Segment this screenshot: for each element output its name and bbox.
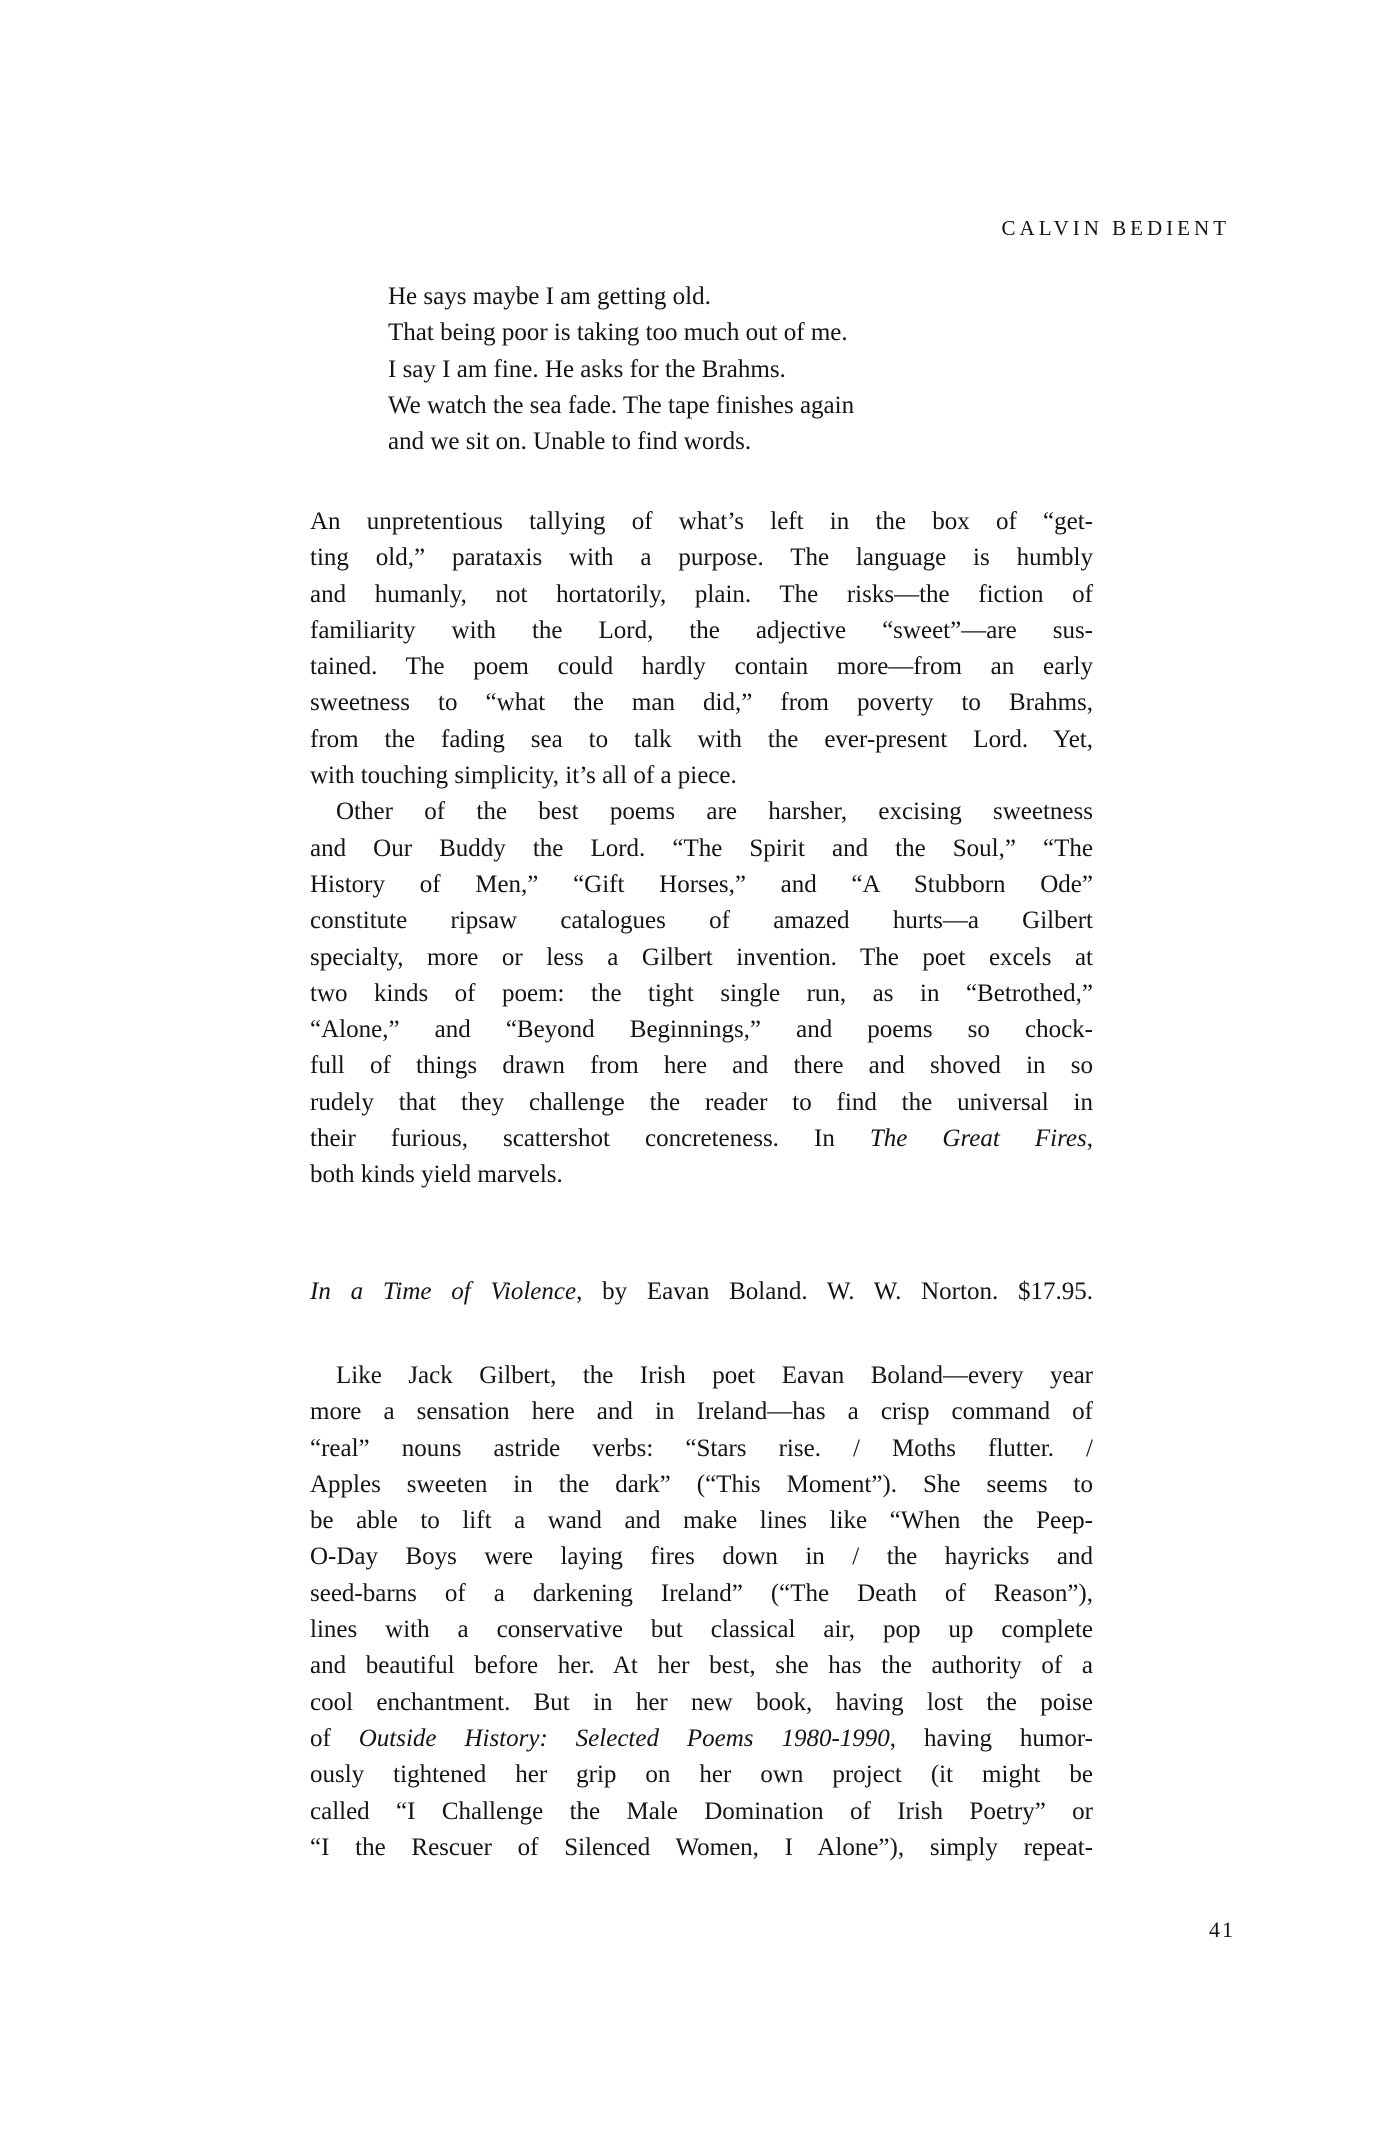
poem-quote-block	[388, 279, 1108, 460]
review-body-block-1	[310, 504, 1093, 1194]
text-line: more a sensation here and in Ireland—has a crisp command of	[310, 1398, 1093, 1426]
poem-line: We watch the sea fade. The tape finishes again	[388, 391, 855, 419]
book-citation-line: In a Time of Violence, by Eavan Boland. W. W. Norton. $17.95.	[310, 1278, 1093, 1305]
text-line: specialty, more or less a Gilbert invention. The poet excels at	[310, 943, 1093, 971]
text-line: O-Day Boys were laying fires down in / the hayricks and	[310, 1543, 1093, 1571]
text-line: both kinds yield marvels.	[310, 1161, 563, 1189]
text-line: of Outside History: Selected Poems 1980-1990, having humor-	[310, 1724, 1093, 1752]
text-line: lines with a conservative but classical air, pop up complete	[310, 1616, 1093, 1644]
page-number: 41	[1209, 1917, 1235, 1942]
text-line: be able to lift a wand and make lines like “When the Peep-	[310, 1507, 1093, 1535]
review-body-block-2	[310, 1358, 1093, 1866]
text-line: familiarity with the Lord, the adjective “sweet”—are sus-	[310, 616, 1093, 644]
text-line: constitute ripsaw catalogues of amazed hurts—a Gilbert	[310, 907, 1093, 935]
poem-line: I say I am fine. He asks for the Brahms.	[388, 355, 786, 383]
poem-line: and we sit on. Unable to find words.	[388, 428, 752, 456]
text-line: ously tightened her grip on her own project (it might be	[310, 1761, 1093, 1789]
text-line: ting old,” parataxis with a purpose. The language is humbly	[310, 544, 1093, 572]
text-line: and humanly, not hortatorily, plain. The risks—the fiction of	[310, 580, 1093, 608]
text-line: and Our Buddy the Lord. “The Spirit and the Soul,” “The	[310, 834, 1093, 862]
text-line: seed-barns of a darkening Ireland” (“The Death of Reason”),	[310, 1579, 1093, 1607]
text-line: History of Men,” “Gift Horses,” and “A Stubborn Ode”	[310, 870, 1093, 898]
text-line: called “I Challenge the Male Domination of Irish Poetry” or	[310, 1797, 1093, 1825]
text-line: “I the Rescuer of Silenced Women, I Alone”), simply repeat-	[310, 1833, 1093, 1861]
text-line: An unpretentious tallying of what’s left in the box of “get-	[310, 508, 1093, 535]
running-header-author: CALVIN BEDIENT	[1001, 216, 1230, 240]
poem-line: That being poor is taking too much out of me.	[388, 319, 848, 347]
text-line: Apples sweeten in the dark” (“This Moment”). She seems to	[310, 1470, 1093, 1498]
text-line: “Alone,” and “Beyond Beginnings,” and poems so chock-	[310, 1016, 1093, 1044]
text-line: full of things drawn from here and there and shoved in so	[310, 1052, 1093, 1080]
text-line: tained. The poem could hardly contain more—from an early	[310, 653, 1093, 681]
text-line: rudely that they challenge the reader to find the universal in	[310, 1088, 1093, 1116]
text-line: their furious, scattershot concreteness. In The Great Fires,	[310, 1125, 1093, 1153]
text-line: Like Jack Gilbert, the Irish poet Eavan Boland—every year	[336, 1362, 1093, 1389]
text-line: Other of the best poems are harsher, excising sweetness	[336, 798, 1093, 826]
text-line: and beautiful before her. At her best, she has the authority of a	[310, 1652, 1093, 1680]
text-line: with touching simplicity, it’s all of a piece.	[310, 762, 737, 790]
text-line: “real” nouns astride verbs: “Stars rise. / Moths flutter. /	[310, 1434, 1093, 1462]
text-line: from the fading sea to talk with the ever-present Lord. Yet,	[310, 725, 1093, 753]
text-line: two kinds of poem: the tight single run, as in “Betrothed,”	[310, 979, 1093, 1007]
text-line: sweetness to “what the man did,” from poverty to Brahms,	[310, 689, 1093, 717]
poem-line: He says maybe I am getting old.	[388, 283, 711, 310]
text-line: cool enchantment. But in her new book, having lost the poise	[310, 1688, 1093, 1716]
